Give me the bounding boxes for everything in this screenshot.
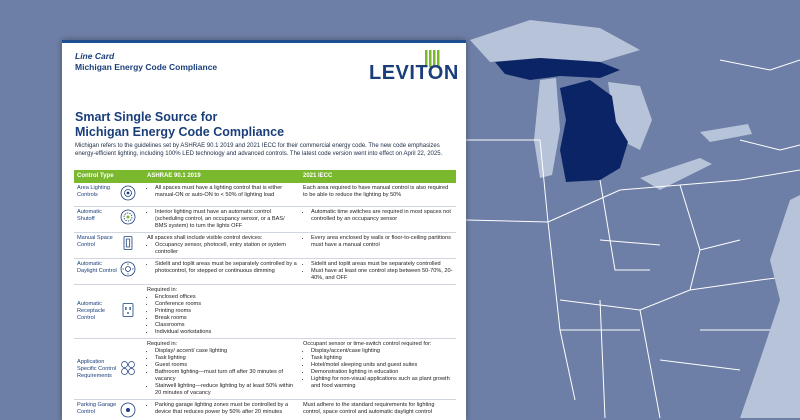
row-ashrae-lead: Required in: xyxy=(147,287,297,294)
row-ashrae xyxy=(144,233,300,259)
list-item: • Break rooms xyxy=(155,315,297,322)
leviton-logo: LEVITON xyxy=(369,62,459,85)
list-item: • Must have at least one control step between 50-70%, 20-40%, and OFF xyxy=(311,268,453,282)
intro-paragraph: Michigan refers to the guidelines set by ASHRAE 90.1 2019 and 2021 IECC for their commercial energy code. The new code emphasizes energy-efficient lighting, including 100% LED technology and advanced controls. The latest code version went into effect on April 22, 2025. xyxy=(75,142,455,158)
row-iecc xyxy=(300,285,456,339)
list-item: • Every area enclosed by walls or floor-to-ceiling partitions must have a manual control xyxy=(311,235,453,249)
daylight-sensor-icon xyxy=(120,261,136,277)
row-iecc-lead: Occupant sensor or time-switch control required for: xyxy=(303,341,453,348)
table-row xyxy=(74,207,456,233)
row-ashrae xyxy=(144,400,300,420)
list-item: • Task lighting xyxy=(311,355,453,362)
table-row xyxy=(74,285,456,339)
table-row xyxy=(74,233,456,259)
eyebrow-line-card: Line Card xyxy=(75,51,217,62)
table-row xyxy=(74,339,456,400)
list-item: • Interior lighting must have an automatic control (scheduling control, an occupancy sensor, or a BAS/ BMS system) to turn the lights OFF xyxy=(155,209,297,230)
line-card-document xyxy=(62,40,466,420)
list-item: • Sidelit and toplit areas must be separately controlled by a photocontrol, for stepped or continuous dimming xyxy=(155,261,297,275)
row-ashrae xyxy=(144,259,300,285)
header-ashrae: ASHRAE 90.1 2019 xyxy=(144,170,300,183)
table-row xyxy=(74,183,456,207)
title-line-2: Michigan Energy Code Compliance xyxy=(75,125,435,140)
row-iecc: Must adhere to the standard requirements for lighting control, space control and automatic daylight control xyxy=(300,400,456,420)
eyebrow xyxy=(75,51,217,73)
list-item: • Individual workstations xyxy=(155,329,297,336)
row-type: Application Specific Control Requirements xyxy=(74,339,120,400)
list-item: • Task lighting xyxy=(155,355,297,362)
row-icon-cell xyxy=(120,400,144,420)
row-iecc xyxy=(300,259,456,285)
list-item: • Stairwell lighting—reduce lighting by at least 50% within 20 minutes of vacancy xyxy=(155,383,297,397)
list-item: • Printing rooms xyxy=(155,308,297,315)
row-type: Automatic Receptacle Control xyxy=(74,285,120,339)
header-control-type: Control Type xyxy=(74,170,144,183)
row-icon-cell xyxy=(120,207,144,233)
list-item: • Lighting for non-visual applications such as plant growth and food warming xyxy=(311,376,453,390)
garage-sensor-icon xyxy=(120,402,136,418)
list-item: • Demonstration lighting in education xyxy=(311,369,453,376)
list-item: • Sidelit and toplit areas must be separately controlled xyxy=(311,261,453,268)
table-row xyxy=(74,259,456,285)
application-icons xyxy=(120,360,136,376)
list-item: • Automatic time switches are required in most spaces not controlled by an occupancy sensor xyxy=(311,209,453,223)
list-item: • Classrooms xyxy=(155,322,297,329)
row-type: Manual Space Control xyxy=(74,233,120,259)
row-icon-cell xyxy=(120,259,144,285)
row-icon-cell xyxy=(120,183,144,207)
row-type: Area Lighting Controls xyxy=(74,183,120,207)
eyebrow-subtitle: Michigan Energy Code Compliance xyxy=(75,62,217,73)
header-iecc: 2021 IECC xyxy=(300,170,456,183)
row-ashrae xyxy=(144,285,300,339)
row-type: Parking Garage Control xyxy=(74,400,120,420)
top-rule xyxy=(62,40,466,43)
row-iecc xyxy=(300,339,456,400)
row-iecc: Each area required to have manual control is also required to be able to reduce the lighting by 50% xyxy=(300,183,456,207)
row-ashrae xyxy=(144,207,300,233)
list-item: • Parking garage lighting zones must be controlled by a device that reduces power by 50% after 20 minutes xyxy=(155,402,297,416)
row-iecc xyxy=(300,207,456,233)
row-icon-cell xyxy=(120,339,144,400)
list-item: • Guest rooms xyxy=(155,362,297,369)
row-ashrae-lead: All spaces shall include visible control devices: xyxy=(147,235,297,242)
page-title xyxy=(75,110,435,140)
list-item: • Hotel/motel sleeping units and guest suites xyxy=(311,362,453,369)
compliance-table xyxy=(74,170,456,420)
list-item: • Display/accent/case lighting xyxy=(311,348,453,355)
list-item: • Display/ accent/ case lighting xyxy=(155,348,297,355)
row-type: Automatic Daylight Control xyxy=(74,259,120,285)
table-header-row xyxy=(74,170,456,183)
row-icon-cell xyxy=(120,233,144,259)
list-item: • Conference rooms xyxy=(155,301,297,308)
table-row xyxy=(74,400,456,420)
row-ashrae xyxy=(144,339,300,400)
wall-switch-icon xyxy=(120,235,136,251)
title-line-1: Smart Single Source for xyxy=(75,110,435,125)
row-ashrae-lead: Required in: xyxy=(147,341,297,348)
row-ashrae xyxy=(144,183,300,207)
list-item: • All spaces must have a lighting control that is either manual-ON or auto-ON to < 50% of lighting load xyxy=(155,185,297,199)
sensor-icon xyxy=(120,209,136,225)
power-button-icon xyxy=(120,185,136,201)
receptacle-icon xyxy=(120,302,136,318)
row-type: Automatic Shutoff xyxy=(74,207,120,233)
row-icon-cell xyxy=(120,285,144,339)
row-iecc xyxy=(300,233,456,259)
list-item: • Bathroom lighting—must turn off after 30 minutes of vacancy xyxy=(155,369,297,383)
list-item: • Occupancy sensor, photocell, entry station or system controller xyxy=(155,242,297,256)
list-item: • Enclosed offices xyxy=(155,294,297,301)
